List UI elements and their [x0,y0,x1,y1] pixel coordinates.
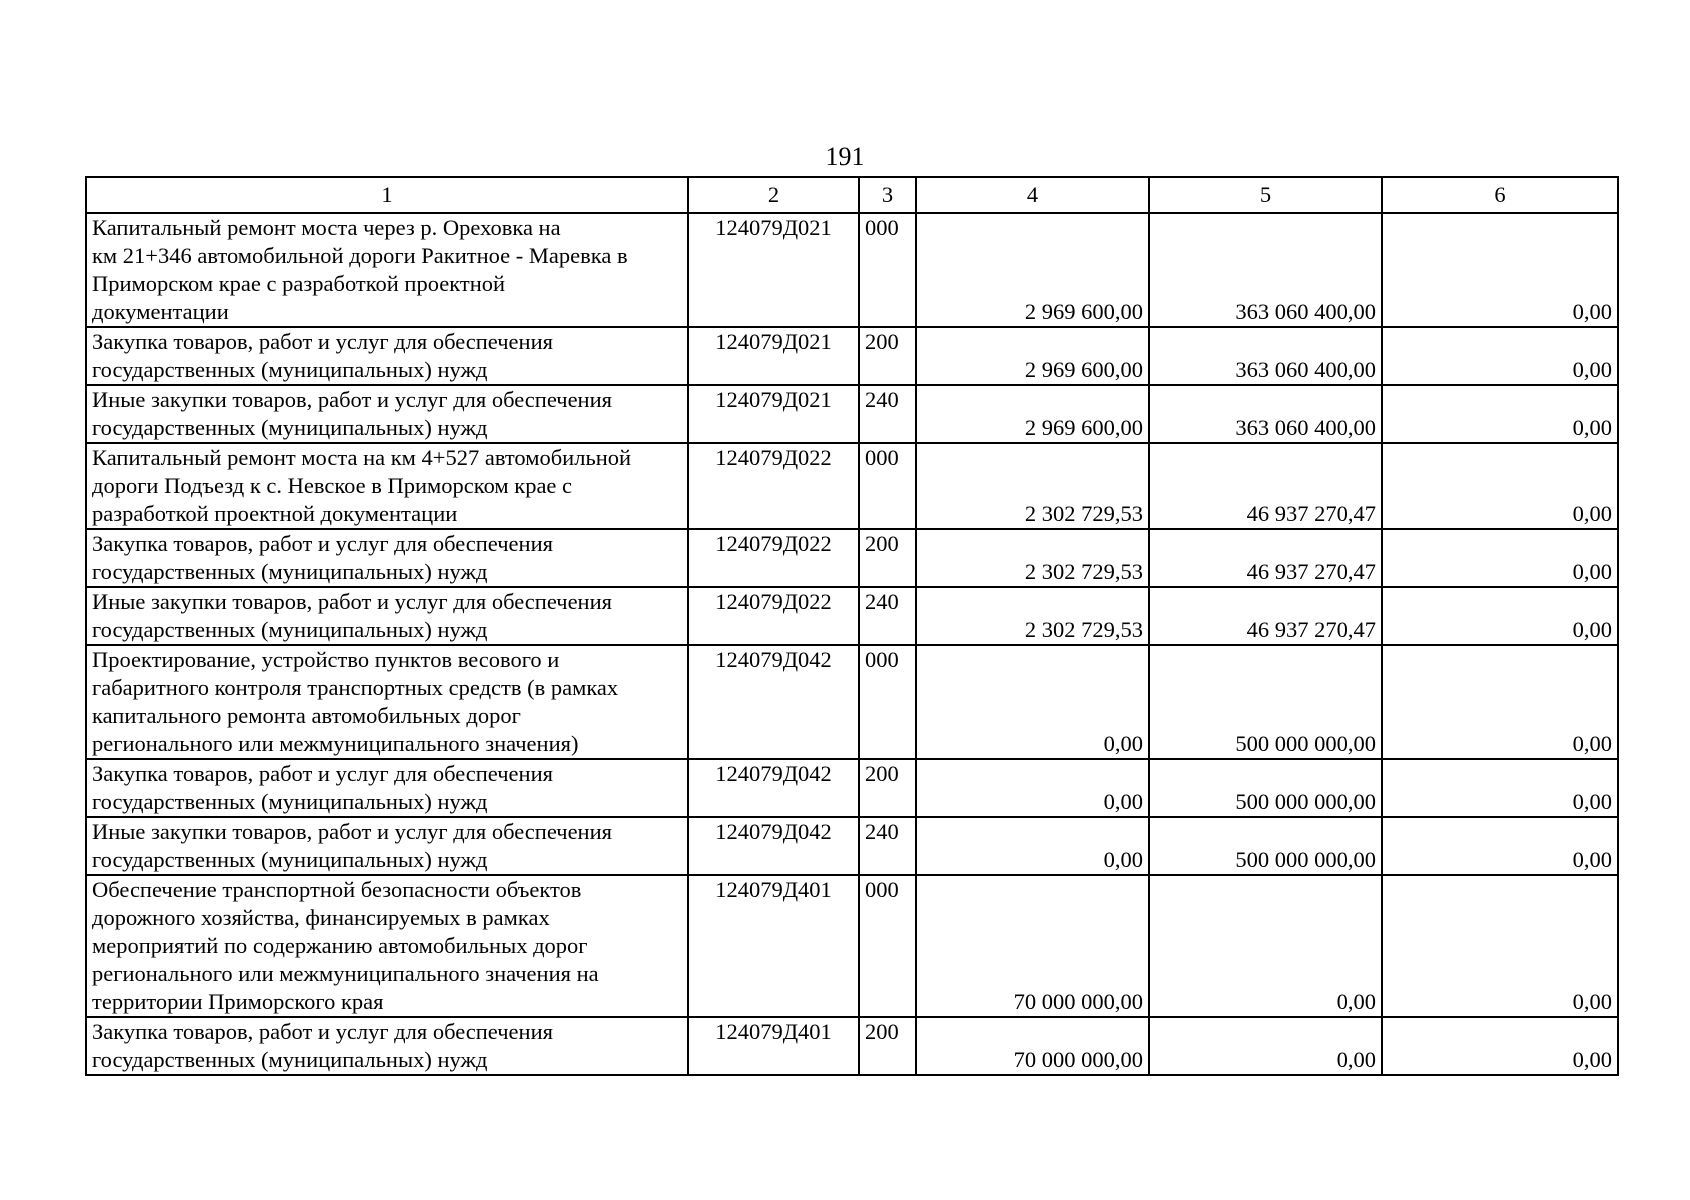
amount-column-4-cell: 2 969 600,00 [916,327,1149,385]
expense-type-code-cell: 240 [859,587,916,645]
amount-column-5-cell: 500 000 000,00 [1149,645,1382,759]
target-article-code-cell: 124079Д401 [688,1017,859,1075]
budget-table [85,176,1619,1076]
amount-column-4-cell: 0,00 [916,817,1149,875]
expense-type-code-cell: 000 [859,443,916,529]
amount-column-5-cell: 500 000 000,00 [1149,817,1382,875]
row-name-line: капитального ремонта автомобильных дорог [92,703,521,728]
expense-type-code-cell: 240 [859,817,916,875]
amount-column-6-cell: 0,00 [1382,587,1618,645]
row-name-cell [86,385,688,443]
amount-column-5-cell: 46 937 270,47 [1149,587,1382,645]
row-name-cell [86,327,688,385]
expense-type-code-cell: 000 [859,875,916,1017]
table-row [86,645,1618,759]
amount-column-5-cell: 0,00 [1149,1017,1382,1075]
table-row [86,1017,1618,1075]
row-name-line: регионального или межмуниципального значения на [92,961,599,986]
expense-type-code-cell: 000 [859,645,916,759]
target-article-code-cell: 124079Д401 [688,875,859,1017]
column-header-4: 4 [916,177,1149,213]
target-article-code-cell: 124079Д042 [688,817,859,875]
amount-column-4-cell: 2 969 600,00 [916,385,1149,443]
amount-column-6-cell: 0,00 [1382,327,1618,385]
expense-type-code-cell: 000 [859,213,916,327]
table-row [86,385,1618,443]
row-name-line: государственных (муниципальных) нужд [92,789,488,814]
amount-column-4-cell: 70 000 000,00 [916,875,1149,1017]
amount-column-6-cell: 0,00 [1382,759,1618,817]
table-row [86,443,1618,529]
row-name-cell [86,875,688,1017]
expense-type-code-cell: 200 [859,327,916,385]
row-name-cell [86,587,688,645]
column-number-header-row [86,177,1618,213]
amount-column-5-cell: 363 060 400,00 [1149,327,1382,385]
amount-column-6-cell: 0,00 [1382,529,1618,587]
row-name-line: Приморском крае с разработкой проектной [92,271,506,296]
expense-type-code-cell: 240 [859,385,916,443]
amount-column-5-cell: 46 937 270,47 [1149,443,1382,529]
amount-column-4-cell: 0,00 [916,645,1149,759]
column-header-6: 6 [1382,177,1618,213]
expense-type-code-cell: 200 [859,759,916,817]
row-name-line: км 21+346 автомобильной дороги Ракитное - Маревка в [92,243,628,268]
amount-column-6-cell: 0,00 [1382,645,1618,759]
amount-column-6-cell: 0,00 [1382,213,1618,327]
table-body [86,213,1618,1075]
row-name-line: регионального или межмуниципального значения) [92,731,579,756]
row-name-cell [86,213,688,327]
amount-column-4-cell: 2 302 729,53 [916,587,1149,645]
amount-column-4-cell: 0,00 [916,759,1149,817]
column-header-1: 1 [86,177,688,213]
amount-column-6-cell: 0,00 [1382,817,1618,875]
amount-column-5-cell: 46 937 270,47 [1149,529,1382,587]
amount-column-4-cell: 2 969 600,00 [916,213,1149,327]
table-row [86,327,1618,385]
row-name-line: Закупка товаров, работ и услуг для обеспечения [92,761,553,786]
page-number: 191 [825,142,865,171]
target-article-code-cell: 124079Д042 [688,645,859,759]
row-name-line: государственных (муниципальных) нужд [92,847,488,872]
amount-column-4-cell: 2 302 729,53 [916,529,1149,587]
amount-column-6-cell: 0,00 [1382,1017,1618,1075]
amount-column-5-cell: 500 000 000,00 [1149,759,1382,817]
row-name-cell [86,529,688,587]
row-name-line: разработкой проектной документации [92,501,458,526]
row-name-line: дороги Подъезд к с. Невское в Приморском крае с [92,473,573,498]
target-article-code-cell: 124079Д021 [688,385,859,443]
target-article-code-cell: 124079Д022 [688,443,859,529]
row-name-line: Капитальный ремонт моста через р. Ореховка на [92,215,561,240]
row-name-cell [86,759,688,817]
table-row [86,587,1618,645]
row-name-cell [86,1017,688,1075]
table-row [86,213,1618,327]
row-name-line: государственных (муниципальных) нужд [92,617,488,642]
target-article-code-cell: 124079Д042 [688,759,859,817]
row-name-line: Проектирование, устройство пунктов весового и [92,647,560,672]
row-name-line: государственных (муниципальных) нужд [92,1047,488,1072]
row-name-cell [86,443,688,529]
row-name-line: государственных (муниципальных) нужд [92,357,488,382]
column-header-2: 2 [688,177,859,213]
row-name-line: Закупка товаров, работ и услуг для обеспечения [92,531,553,556]
amount-column-5-cell: 363 060 400,00 [1149,385,1382,443]
target-article-code-cell: 124079Д021 [688,327,859,385]
table-row [86,817,1618,875]
table-row [86,759,1618,817]
column-header-3: 3 [859,177,916,213]
target-article-code-cell: 124079Д022 [688,529,859,587]
amount-column-6-cell: 0,00 [1382,443,1618,529]
table-row [86,529,1618,587]
amount-column-6-cell: 0,00 [1382,385,1618,443]
row-name-cell [86,645,688,759]
amount-column-5-cell: 363 060 400,00 [1149,213,1382,327]
amount-column-4-cell: 70 000 000,00 [916,1017,1149,1075]
row-name-line: дорожного хозяйства, финансируемых в рамках [92,905,550,930]
amount-column-5-cell: 0,00 [1149,875,1382,1017]
amount-column-4-cell: 2 302 729,53 [916,443,1149,529]
row-name-line: территории Приморского края [92,989,384,1014]
target-article-code-cell: 124079Д021 [688,213,859,327]
expense-type-code-cell: 200 [859,1017,916,1075]
row-name-line: государственных (муниципальных) нужд [92,415,488,440]
row-name-line: документации [92,299,229,324]
row-name-line: Закупка товаров, работ и услуг для обеспечения [92,329,553,354]
row-name-line: Капитальный ремонт моста на км 4+527 автомобильной [92,445,632,470]
expense-type-code-cell: 200 [859,529,916,587]
row-name-line: Обеспечение транспортной безопасности объектов [92,877,582,902]
target-article-code-cell: 124079Д022 [688,587,859,645]
table-row [86,875,1618,1017]
row-name-line: Иные закупки товаров, работ и услуг для обеспечения [92,819,612,844]
row-name-line: Иные закупки товаров, работ и услуг для обеспечения [92,387,612,412]
column-header-5: 5 [1149,177,1382,213]
row-name-line: мероприятий по содержанию автомобильных дорог [92,933,588,958]
row-name-line: габаритного контроля транспортных средств (в рамках [92,675,619,700]
row-name-line: государственных (муниципальных) нужд [92,559,488,584]
row-name-cell [86,817,688,875]
row-name-line: Закупка товаров, работ и услуг для обеспечения [92,1019,553,1044]
row-name-line: Иные закупки товаров, работ и услуг для обеспечения [92,589,612,614]
amount-column-6-cell: 0,00 [1382,875,1618,1017]
